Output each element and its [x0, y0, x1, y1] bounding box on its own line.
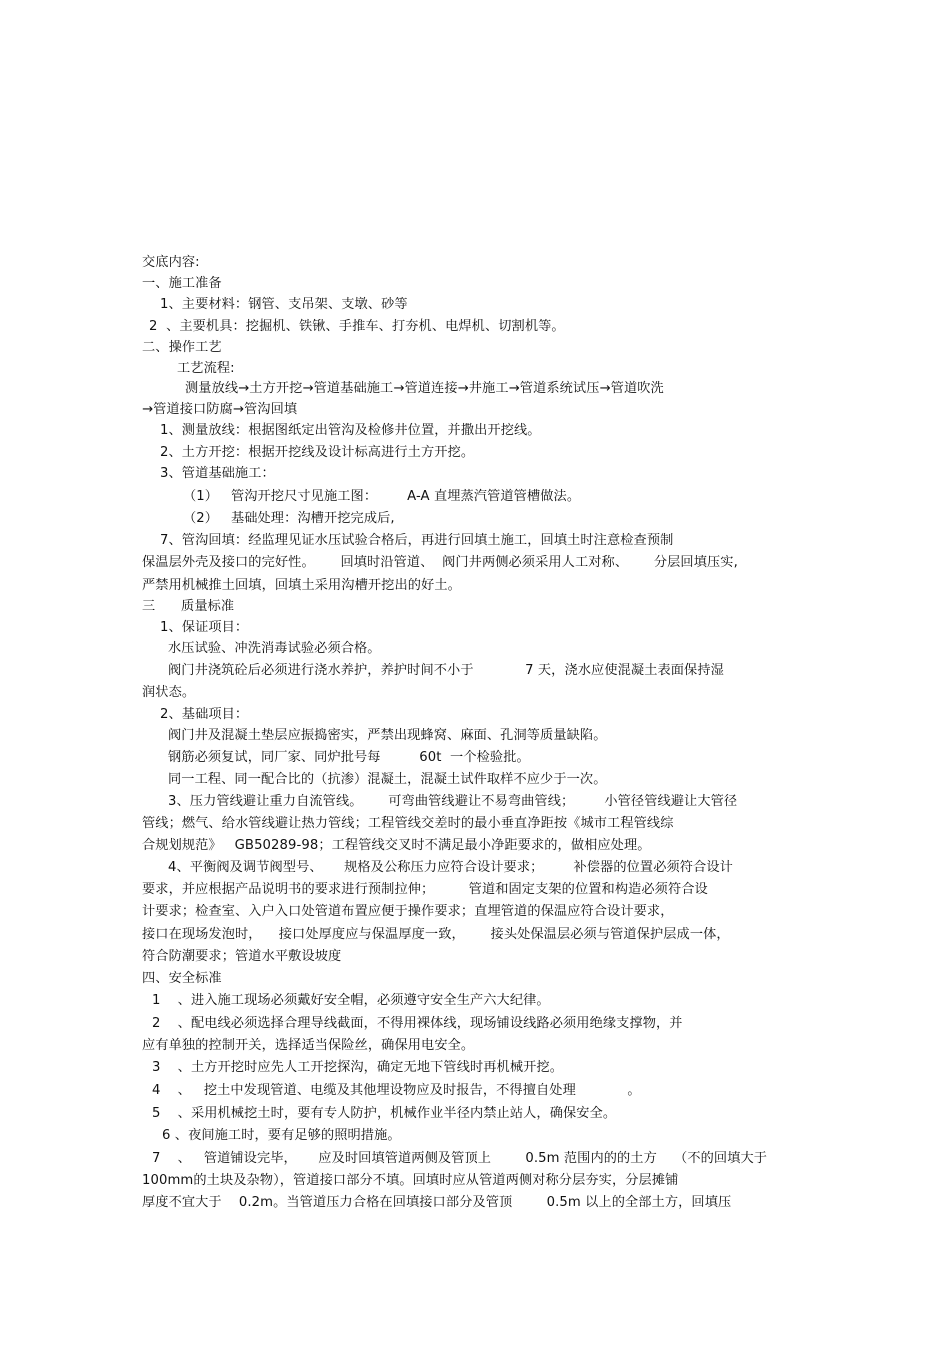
- text-line: 3 、土方开挖时应先人工开挖探沟，确定无地下管线时再机械开挖。: [152, 1060, 563, 1075]
- text-line: 保温层外壳及接口的完好性。 回填时沿管道、 阀门井两侧必须采用人工对称、 分层回填压实,: [142, 555, 738, 570]
- text-line: 2、基础项目：: [160, 707, 249, 722]
- text-line: 7、管沟回填：经监理见证水压试验合格后，再进行回填土施工，回填土时注意检查预制: [160, 533, 674, 548]
- text-line: （1） 管沟开挖尺寸见施工图： A-A 直埋蒸汽管道管槽做法。: [183, 489, 581, 504]
- text-line: 符合防潮要求；管道水平敷设坡度: [142, 949, 342, 964]
- text-line: 交底内容:: [142, 255, 200, 270]
- section-heading: 二、操作工艺: [142, 340, 222, 355]
- text-line: 2 、配电线必须选择合理导线截面，不得用裸体线，现场铺设线路必须用绝缘支撑物，并: [152, 1016, 683, 1031]
- text-line: 7 、 管道铺设完毕， 应及时回填管道两侧及管顶上 0.5m 范围内的的土方 （不的回填大于: [152, 1151, 768, 1166]
- text-line: 润状态。: [142, 685, 196, 700]
- text-line: 6 、夜间施工时，要有足够的照明措施。: [162, 1128, 401, 1143]
- text-line: 工艺流程:: [177, 361, 235, 376]
- text-line: 要求，并应根据产品说明书的要求进行预制拉伸； 管道和固定支架的位置和构造必须符合设: [142, 882, 708, 897]
- section-heading: 三 质量标准: [142, 599, 235, 614]
- text-line: （2） 基础处理：沟槽开挖完成后,: [183, 511, 395, 526]
- text-line: 严禁用机械推土回填，回填土采用沟槽开挖出的好土。: [142, 578, 461, 593]
- text-line: 2、土方开挖：根据开挖线及设计标高进行土方开挖。: [160, 445, 475, 460]
- section-heading: 四、安全标准: [142, 971, 222, 986]
- text-line: 管线；燃气、给水管线避让热力管线；工程管线交差时的最小垂直净距按《城市工程管线综: [142, 816, 674, 831]
- text-line: 5 、采用机械挖土时，要有专人防护，机械作业半径内禁止站人，确保安全。: [152, 1106, 617, 1121]
- text-line: 厚度不宜大于 0.2m。当管道压力合格在回填接口部分及管顶 0.5m 以上的全部土方，回填压: [142, 1195, 732, 1210]
- text-line: 100mm的土块及杂物），管道接口部分不填。回填时应从管道两侧对称分层夯实，分层摊铺: [142, 1173, 679, 1188]
- text-line: 1、测量放线：根据图纸定出管沟及检修井位置，并撒出开挖线。: [160, 423, 541, 438]
- text-line: →管道接口防腐→管沟回填: [142, 402, 298, 417]
- text-line: 同一工程、同一配合比的（抗渗）混凝土，混凝土试件取样不应少于一次。: [168, 772, 607, 787]
- text-line: 3、压力管线避让重力自流管线。 可弯曲管线避让不易弯曲管线； 小管径管线避让大管径: [168, 794, 738, 809]
- text-line: 计要求；检查室、入户入口处管道布置应便于操作要求；直埋管道的保温应符合设计要求，: [142, 904, 674, 919]
- text-line: 阀门井浇筑砼后必须进行浇水养护，养护时间不小于 7 天，浇水应使混凝土表面保持湿: [168, 663, 724, 678]
- text-line: 接口在现场发泡时， 接口处厚度应与保温厚度一致， 接头处保温层必须与管道保护层成一体，: [142, 927, 730, 942]
- section-heading: 一、施工准备: [142, 276, 222, 291]
- text-line: 水压试验、冲洗消毒试验必须合格。: [168, 641, 381, 656]
- text-line: 3、管道基础施工：: [160, 466, 275, 481]
- text-line: 阀门井及混凝土垫层应振捣密实，严禁出现蜂窝、麻面、孔洞等质量缺陷。: [168, 728, 607, 743]
- text-line: 合规划规范》 GB50289-98；工程管线交叉时不满足最小净距要求的，做相应处理。: [142, 838, 651, 853]
- text-line: 1 、进入施工现场必须戴好安全帽，必须遵守安全生产六大纪律。: [152, 993, 550, 1008]
- text-line: 4 、 挖土中发现管道、电缆及其他埋设物应及时报告，不得擅自处理 。: [152, 1083, 641, 1098]
- text-line: 钢筋必须复试，同厂家、同炉批号每 60t 一个检验批。: [168, 750, 530, 765]
- text-line: 应有单独的控制开关，选择适当保险丝，确保用电安全。: [142, 1038, 475, 1053]
- text-line: 2 、主要机具：挖掘机、铁锹、手推车、打夯机、电焊机、切割机等。: [149, 319, 565, 334]
- text-line: 1、保证项目：: [160, 620, 249, 635]
- text-line: 4、平衡阀及调节阀型号、 规格及公称压力应符合设计要求； 补偿器的位置必须符合设计: [168, 860, 733, 875]
- text-line: 1、主要材料：钢管、支吊架、支墩、砂等: [160, 297, 408, 312]
- text-line: 测量放线→土方开挖→管道基础施工→管道连接→井施工→管道系统试压→管道吹洗: [185, 381, 664, 396]
